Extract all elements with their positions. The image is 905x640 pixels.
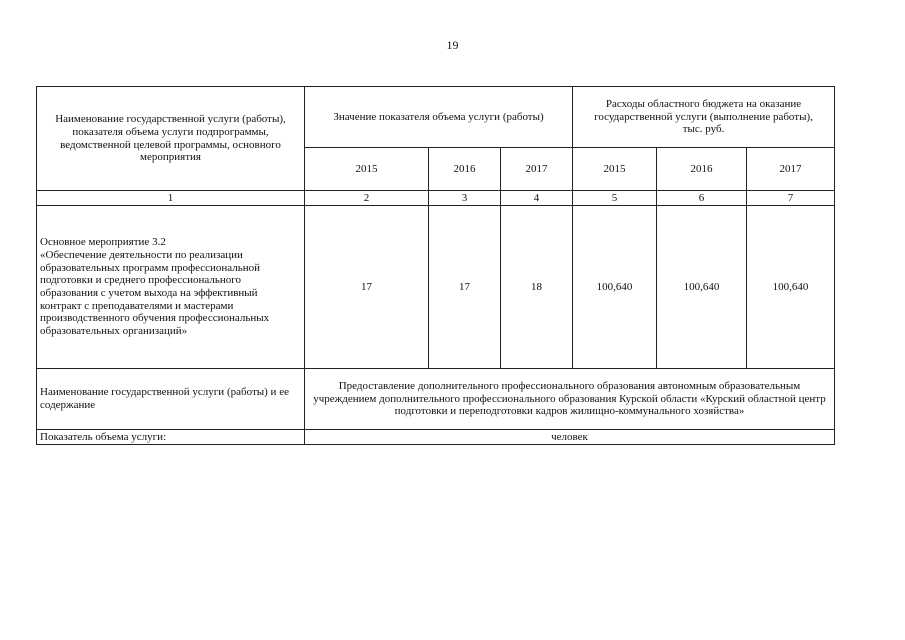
column-number: 5 (573, 191, 657, 206)
service-name-label: Наименование государственной услуги (работы) и ее содержание (37, 369, 305, 430)
column-number: 7 (747, 191, 835, 206)
activity-number: Основное мероприятие 3.2 (40, 236, 166, 249)
table-row-service (37, 369, 835, 430)
column-number: 4 (501, 191, 573, 206)
volume-2017-value: 18 (501, 206, 573, 369)
header-name-column: Наименование государственной услуги (работы), показателя объема услуги подпрограммы, ведомственной целевой программы, основного мероприятия (37, 87, 305, 191)
indicator-unit: человек (305, 430, 835, 445)
volume-2015-value: 17 (305, 206, 429, 369)
expense-2016-value: 100,640 (657, 206, 747, 369)
budget-table (36, 86, 835, 445)
year-volume-2015: 2015 (305, 148, 429, 191)
table-row-indicator (37, 430, 835, 445)
activity-name-cell (37, 206, 305, 369)
column-number: 2 (305, 191, 429, 206)
service-name-value: Предоставление дополнительного профессионального образования автономным образовательным учреждением дополнительного профессионального образования Курской области «Курский областной центр подготовки и переподготовки кадров жилищно-коммунального хозяйства» (305, 369, 835, 430)
header-row-top (37, 87, 835, 148)
column-number: 6 (657, 191, 747, 206)
column-number: 3 (429, 191, 501, 206)
column-number-row (37, 191, 835, 206)
indicator-label: Показатель объема услуги: (37, 430, 305, 445)
year-expense-2016: 2016 (657, 148, 747, 191)
year-expense-2017: 2017 (747, 148, 835, 191)
year-volume-2016: 2016 (429, 148, 501, 191)
page-number: 19 (446, 38, 459, 52)
column-number: 1 (37, 191, 305, 206)
expense-2015-value: 100,640 (573, 206, 657, 369)
expense-2017-value: 100,640 (747, 206, 835, 369)
table-row-activity (37, 206, 835, 369)
year-volume-2017: 2017 (501, 148, 573, 191)
header-expense-column (573, 87, 835, 148)
header-expense-unit: тыс. руб. (682, 123, 725, 136)
activity-description: «Обеспечение деятельности по реализации образовательных программ профессиональной подготовки и среднего профессионального образования с учетом выхода на эффективный контракт с преподавателями и мастерами производственного обучения профессиональных образовательных организаций» (40, 249, 270, 337)
header-expense-title: Расходы областного бюджета на оказание государственной услуги (выполнение работы), (594, 98, 813, 123)
header-volume-column: Значение показателя объема услуги (работы) (305, 87, 573, 148)
volume-2016-value: 17 (429, 206, 501, 369)
year-expense-2015: 2015 (573, 148, 657, 191)
